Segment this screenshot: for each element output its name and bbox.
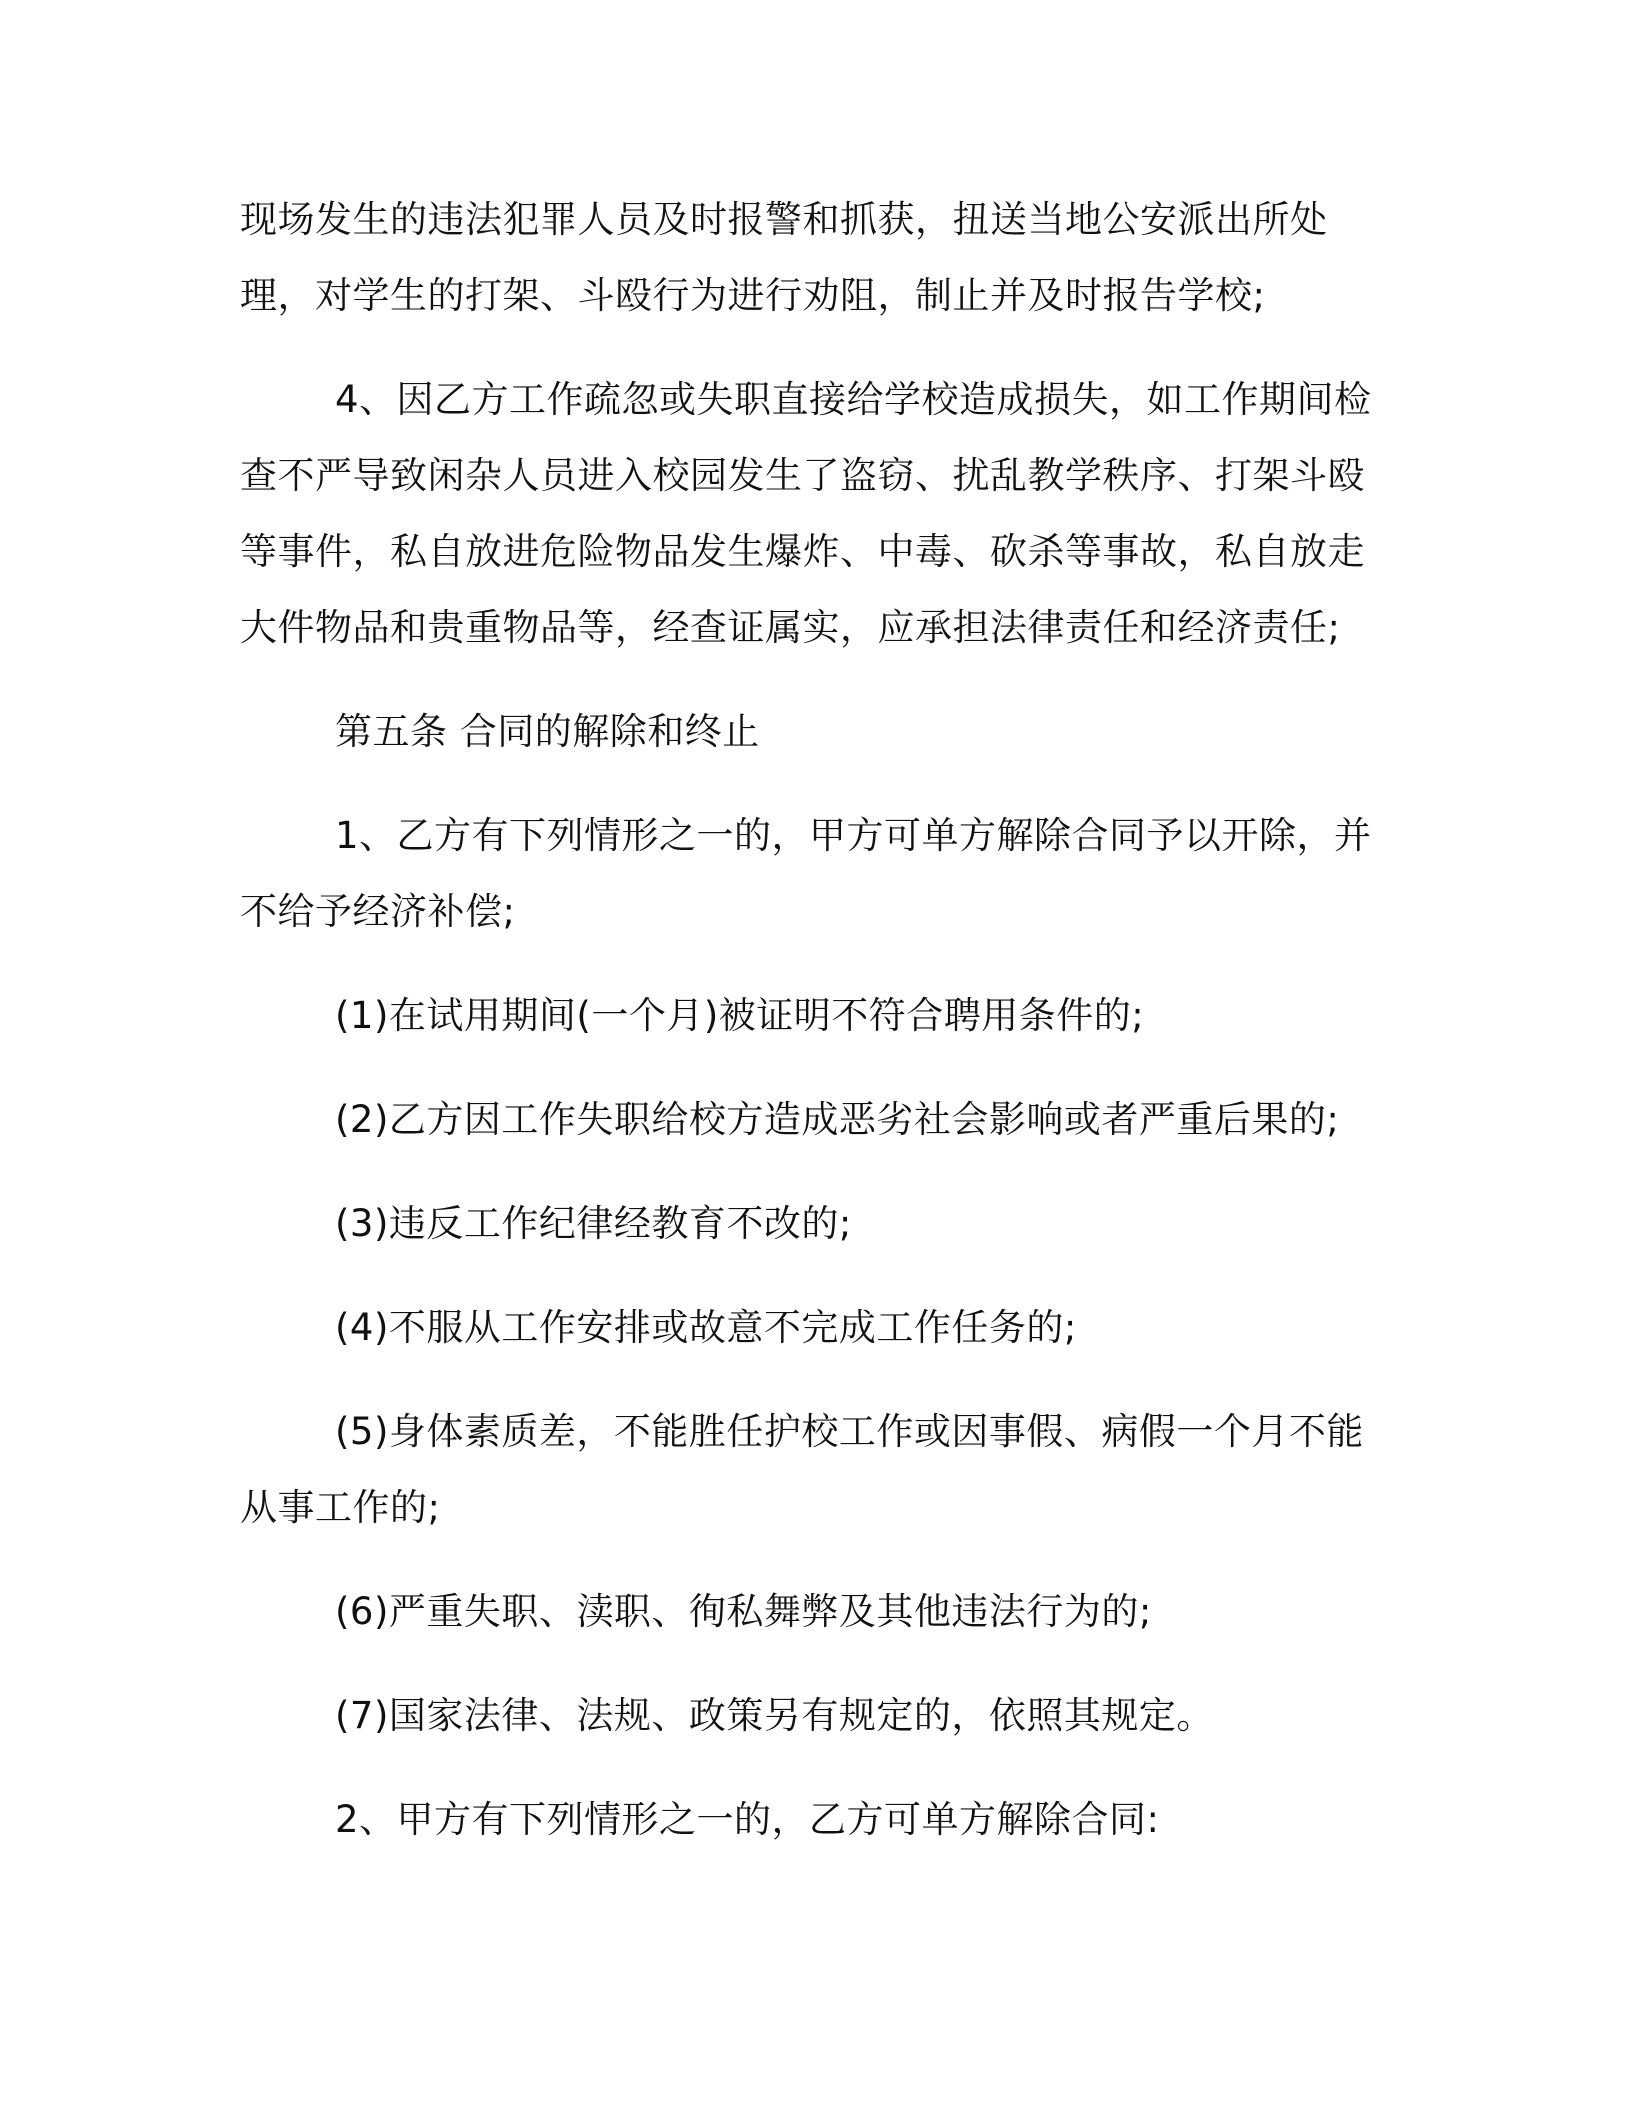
list-item-6: (6)严重失职、渎职、徇私舞弊及其他违法行为的; <box>335 1590 1152 1633</box>
paragraph-clause-2: 2、甲方有下列情形之一的，乙方可单方解除合同: <box>335 1798 1160 1841</box>
list-item-4: (4)不服从工作安排或故意不完成工作任务的; <box>335 1306 1077 1349</box>
paragraph-continuation: 现场发生的违法犯罪人员及时报警和抓获，扭送当地公安派出所处理，对学生的打架、斗殴行为进行劝阻，制止并及时报告学校; <box>240 198 1328 317</box>
list-item-3: (3)违反工作纪律经教育不改的; <box>335 1202 852 1245</box>
paragraph-item-4: 4、因乙方工作疏忽或失职直接给学校造成损失，如工作期间检查不严导致闲杂人员进入校园发生了盗窃、扰乱教学秩序、打架斗殴等事件，私自放进危险物品发生爆炸、中毒、砍杀等事故，私自放走大件物品和贵重物品等，经查证属实，应承担法律责任和经济责任; <box>240 378 1372 649</box>
list-item-2: (2)乙方因工作失职给校方造成恶劣社会影响或者严重后果的; <box>335 1098 1340 1141</box>
paragraph-clause-1: 1、乙方有下列情形之一的，甲方可单方解除合同予以开除，并不给予经济补偿; <box>240 814 1372 933</box>
list-item-7: (7)国家法律、法规、政策另有规定的，依照其规定。 <box>335 1694 1214 1737</box>
list-item-5: (5)身体素质差，不能胜任护校工作或因事假、病假一个月不能从事工作的; <box>240 1410 1364 1529</box>
section-heading-article-5: 第五条 合同的解除和终止 <box>335 710 760 753</box>
document-body <box>240 182 1400 1886</box>
list-item-1: (1)在试用期间(一个月)被证明不符合聘用条件的; <box>335 994 1145 1037</box>
